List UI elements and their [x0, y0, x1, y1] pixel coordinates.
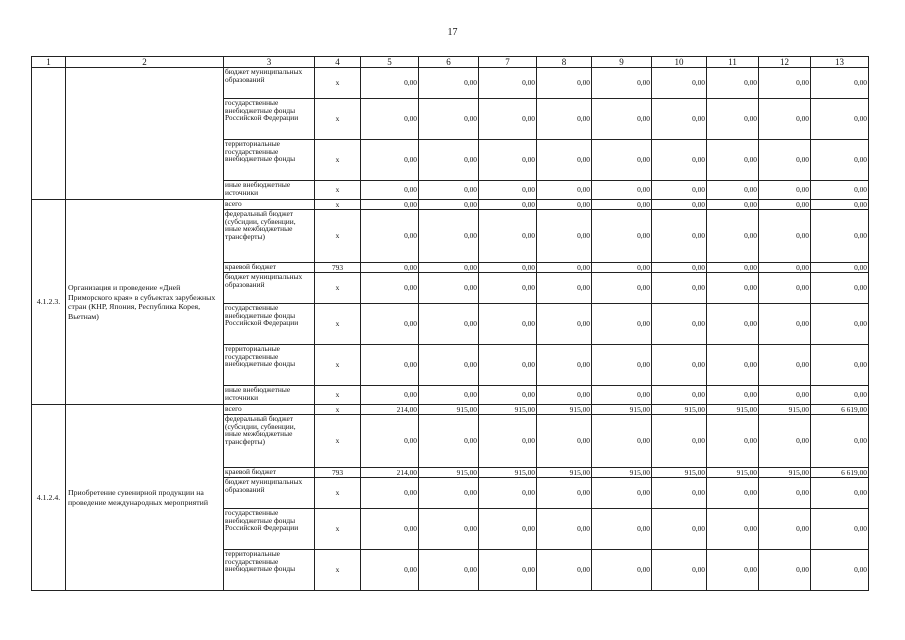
amount-cell: 0,00: [652, 550, 707, 591]
budget-code: x: [315, 200, 361, 210]
page-number: 17: [447, 27, 458, 38]
amount-cell: 0,00: [592, 200, 652, 210]
amount-cell: 0,00: [537, 210, 592, 263]
amount-cell: 0,00: [592, 263, 652, 273]
budget-code: x: [315, 273, 361, 304]
budget-code: x: [315, 550, 361, 591]
funding-source: территориальные государственные внебюджетные фонды: [224, 140, 315, 181]
amount-cell: 0,00: [652, 99, 707, 140]
amount-cell: 214,00: [361, 405, 419, 415]
amount-cell: 0,00: [811, 181, 869, 200]
amount-cell: 915,00: [537, 468, 592, 478]
amount-cell: 0,00: [652, 140, 707, 181]
amount-cell: 0,00: [361, 304, 419, 345]
amount-cell: 0,00: [592, 99, 652, 140]
amount-cell: 0,00: [759, 210, 811, 263]
header-cell: 13: [811, 57, 869, 68]
funding-source: федеральный бюджет (субсидии, субвенции, иные межбюджетные трансферты): [224, 210, 315, 263]
amount-cell: 0,00: [537, 181, 592, 200]
item-title: [66, 68, 224, 200]
budget-code: x: [315, 415, 361, 468]
header-cell: 1: [32, 57, 66, 68]
amount-cell: 0,00: [811, 345, 869, 386]
amount-cell: 0,00: [759, 263, 811, 273]
funding-source: краевой бюджет: [224, 468, 315, 478]
amount-cell: 0,00: [592, 273, 652, 304]
amount-cell: 0,00: [652, 273, 707, 304]
budget-code: x: [315, 99, 361, 140]
amount-cell: 0,00: [707, 478, 759, 509]
amount-cell: 0,00: [479, 478, 537, 509]
budget-code: x: [315, 181, 361, 200]
amount-cell: 0,00: [419, 99, 479, 140]
amount-cell: 0,00: [419, 68, 479, 99]
amount-cell: 0,00: [537, 345, 592, 386]
amount-cell: 0,00: [361, 99, 419, 140]
amount-cell: 0,00: [811, 304, 869, 345]
amount-cell: 0,00: [707, 273, 759, 304]
amount-cell: 0,00: [419, 200, 479, 210]
amount-cell: 0,00: [361, 509, 419, 550]
amount-cell: 0,00: [479, 210, 537, 263]
amount-cell: 0,00: [537, 415, 592, 468]
amount-cell: 0,00: [537, 263, 592, 273]
amount-cell: 0,00: [479, 509, 537, 550]
amount-cell: 0,00: [811, 509, 869, 550]
funding-source: государственные внебюджетные фонды Российской Федерации: [224, 509, 315, 550]
amount-cell: 0,00: [652, 181, 707, 200]
amount-cell: 0,00: [759, 478, 811, 509]
amount-cell: 0,00: [759, 200, 811, 210]
amount-cell: 0,00: [419, 478, 479, 509]
item-title: Организация и проведение «Дней Приморского края» в субъектах зарубежных стран (КНР, Япония, Республика Корея, Вьетнам): [66, 200, 224, 405]
amount-cell: 0,00: [652, 509, 707, 550]
amount-cell: 0,00: [592, 68, 652, 99]
amount-cell: 0,00: [537, 386, 592, 405]
amount-cell: 0,00: [479, 68, 537, 99]
header-cell: 3: [224, 57, 315, 68]
amount-cell: 0,00: [811, 273, 869, 304]
header-cell: 8: [537, 57, 592, 68]
amount-cell: 0,00: [652, 263, 707, 273]
funding-source: территориальные государственные внебюджетные фонды: [224, 550, 315, 591]
amount-cell: 0,00: [537, 273, 592, 304]
amount-cell: 0,00: [707, 140, 759, 181]
amount-cell: 0,00: [419, 550, 479, 591]
budget-code: x: [315, 210, 361, 263]
amount-cell: 0,00: [537, 550, 592, 591]
amount-cell: 0,00: [479, 386, 537, 405]
amount-cell: 0,00: [811, 550, 869, 591]
amount-cell: 915,00: [652, 405, 707, 415]
amount-cell: 0,00: [707, 181, 759, 200]
table-row: [32, 68, 869, 99]
amount-cell: 0,00: [479, 550, 537, 591]
table-row: [32, 405, 869, 415]
amount-cell: 0,00: [537, 304, 592, 345]
amount-cell: 915,00: [479, 468, 537, 478]
amount-cell: 0,00: [652, 386, 707, 405]
header-cell: 4: [315, 57, 361, 68]
amount-cell: 0,00: [592, 304, 652, 345]
amount-cell: 0,00: [707, 68, 759, 99]
amount-cell: 0,00: [707, 345, 759, 386]
item-title: Приобретение сувенирной продукции на проведение международных мероприятий: [66, 405, 224, 591]
amount-cell: 0,00: [537, 509, 592, 550]
amount-cell: 915,00: [419, 405, 479, 415]
amount-cell: 0,00: [652, 68, 707, 99]
amount-cell: 915,00: [759, 405, 811, 415]
amount-cell: 0,00: [759, 509, 811, 550]
funding-source: бюджет муниципальных образований: [224, 273, 315, 304]
amount-cell: 0,00: [592, 140, 652, 181]
header-cell: 11: [707, 57, 759, 68]
amount-cell: 0,00: [707, 415, 759, 468]
amount-cell: 0,00: [811, 68, 869, 99]
budget-code: 793: [315, 468, 361, 478]
amount-cell: 0,00: [361, 478, 419, 509]
amount-cell: 0,00: [811, 99, 869, 140]
amount-cell: 915,00: [592, 468, 652, 478]
amount-cell: 0,00: [361, 273, 419, 304]
amount-cell: 0,00: [811, 140, 869, 181]
item-number: [32, 68, 66, 200]
funding-source: иные внебюджетные источники: [224, 181, 315, 200]
amount-cell: 0,00: [419, 386, 479, 405]
budget-code: x: [315, 386, 361, 405]
amount-cell: 0,00: [707, 550, 759, 591]
amount-cell: 0,00: [759, 68, 811, 99]
amount-cell: 0,00: [419, 273, 479, 304]
header-cell: 12: [759, 57, 811, 68]
amount-cell: 0,00: [479, 181, 537, 200]
amount-cell: 0,00: [592, 345, 652, 386]
header-cell: 2: [66, 57, 224, 68]
amount-cell: 0,00: [592, 210, 652, 263]
amount-cell: 915,00: [652, 468, 707, 478]
amount-cell: 0,00: [592, 509, 652, 550]
funding-source: иные внебюджетные источники: [224, 386, 315, 405]
amount-cell: 0,00: [759, 386, 811, 405]
amount-cell: 0,00: [479, 140, 537, 181]
amount-cell: 0,00: [811, 200, 869, 210]
funding-source: краевой бюджет: [224, 263, 315, 273]
budget-code: x: [315, 509, 361, 550]
amount-cell: 0,00: [479, 415, 537, 468]
header-cell: 9: [592, 57, 652, 68]
amount-cell: 6 619,00: [811, 468, 869, 478]
amount-cell: 0,00: [361, 386, 419, 405]
amount-cell: 0,00: [759, 550, 811, 591]
amount-cell: 915,00: [707, 468, 759, 478]
amount-cell: 0,00: [537, 140, 592, 181]
amount-cell: 0,00: [361, 345, 419, 386]
funding-source: бюджет муниципальных образований: [224, 68, 315, 99]
amount-cell: 0,00: [707, 210, 759, 263]
amount-cell: 0,00: [811, 210, 869, 263]
amount-cell: 0,00: [652, 415, 707, 468]
amount-cell: 0,00: [361, 68, 419, 99]
table-row: [32, 200, 869, 210]
amount-cell: 0,00: [419, 345, 479, 386]
header-cell: 7: [479, 57, 537, 68]
amount-cell: 6 619,00: [811, 405, 869, 415]
amount-cell: 0,00: [537, 478, 592, 509]
amount-cell: 0,00: [759, 304, 811, 345]
budget-code: x: [315, 478, 361, 509]
amount-cell: 0,00: [479, 263, 537, 273]
amount-cell: 0,00: [707, 386, 759, 405]
amount-cell: 0,00: [419, 210, 479, 263]
amount-cell: 915,00: [419, 468, 479, 478]
amount-cell: 0,00: [811, 386, 869, 405]
item-number: 4.1.2.4.: [32, 405, 66, 591]
funding-source: всего: [224, 200, 315, 210]
amount-cell: 0,00: [361, 210, 419, 263]
budget-table: [31, 56, 869, 591]
amount-cell: 915,00: [537, 405, 592, 415]
budget-code: x: [315, 68, 361, 99]
amount-cell: 0,00: [419, 415, 479, 468]
funding-source: бюджет муниципальных образований: [224, 478, 315, 509]
amount-cell: 915,00: [759, 468, 811, 478]
item-number: 4.1.2.3.: [32, 200, 66, 405]
funding-source: федеральный бюджет (субсидии, субвенции, иные межбюджетные трансферты): [224, 415, 315, 468]
amount-cell: 915,00: [479, 405, 537, 415]
header-cell: 6: [419, 57, 479, 68]
header-row: [32, 57, 869, 68]
header-cell: 5: [361, 57, 419, 68]
header-cell: 10: [652, 57, 707, 68]
amount-cell: 0,00: [479, 304, 537, 345]
amount-cell: 0,00: [537, 99, 592, 140]
amount-cell: 0,00: [419, 304, 479, 345]
amount-cell: 0,00: [707, 263, 759, 273]
amount-cell: 0,00: [592, 415, 652, 468]
amount-cell: 0,00: [811, 478, 869, 509]
amount-cell: 0,00: [707, 304, 759, 345]
amount-cell: 0,00: [811, 263, 869, 273]
amount-cell: 0,00: [759, 181, 811, 200]
amount-cell: 0,00: [592, 181, 652, 200]
amount-cell: 0,00: [759, 140, 811, 181]
amount-cell: 0,00: [419, 263, 479, 273]
amount-cell: 0,00: [361, 263, 419, 273]
amount-cell: 0,00: [811, 415, 869, 468]
amount-cell: 0,00: [361, 200, 419, 210]
amount-cell: 0,00: [361, 181, 419, 200]
amount-cell: 0,00: [479, 99, 537, 140]
budget-code: 793: [315, 263, 361, 273]
amount-cell: 0,00: [707, 509, 759, 550]
funding-source: всего: [224, 405, 315, 415]
amount-cell: 0,00: [759, 345, 811, 386]
amount-cell: 0,00: [592, 550, 652, 591]
amount-cell: 0,00: [419, 509, 479, 550]
amount-cell: 0,00: [759, 273, 811, 304]
budget-code: x: [315, 140, 361, 181]
amount-cell: 0,00: [479, 345, 537, 386]
amount-cell: 0,00: [707, 99, 759, 140]
amount-cell: 0,00: [707, 200, 759, 210]
budget-code: x: [315, 405, 361, 415]
amount-cell: 0,00: [652, 345, 707, 386]
amount-cell: 0,00: [759, 99, 811, 140]
amount-cell: 0,00: [479, 200, 537, 210]
amount-cell: 0,00: [652, 478, 707, 509]
funding-source: государственные внебюджетные фонды Российской Федерации: [224, 99, 315, 140]
amount-cell: 915,00: [707, 405, 759, 415]
amount-cell: 0,00: [592, 478, 652, 509]
amount-cell: 0,00: [652, 200, 707, 210]
amount-cell: 0,00: [592, 386, 652, 405]
amount-cell: 0,00: [537, 200, 592, 210]
amount-cell: 0,00: [479, 273, 537, 304]
amount-cell: 0,00: [759, 415, 811, 468]
amount-cell: 915,00: [592, 405, 652, 415]
amount-cell: 0,00: [419, 140, 479, 181]
table-body: [32, 57, 869, 591]
funding-source: государственные внебюджетные фонды Российской Федерации: [224, 304, 315, 345]
budget-code: x: [315, 304, 361, 345]
amount-cell: 0,00: [652, 304, 707, 345]
funding-source: территориальные государственные внебюджетные фонды: [224, 345, 315, 386]
amount-cell: 0,00: [419, 181, 479, 200]
amount-cell: 0,00: [361, 550, 419, 591]
amount-cell: 0,00: [537, 68, 592, 99]
amount-cell: 0,00: [361, 140, 419, 181]
budget-code: x: [315, 345, 361, 386]
amount-cell: 0,00: [652, 210, 707, 263]
amount-cell: 214,00: [361, 468, 419, 478]
amount-cell: 0,00: [361, 415, 419, 468]
